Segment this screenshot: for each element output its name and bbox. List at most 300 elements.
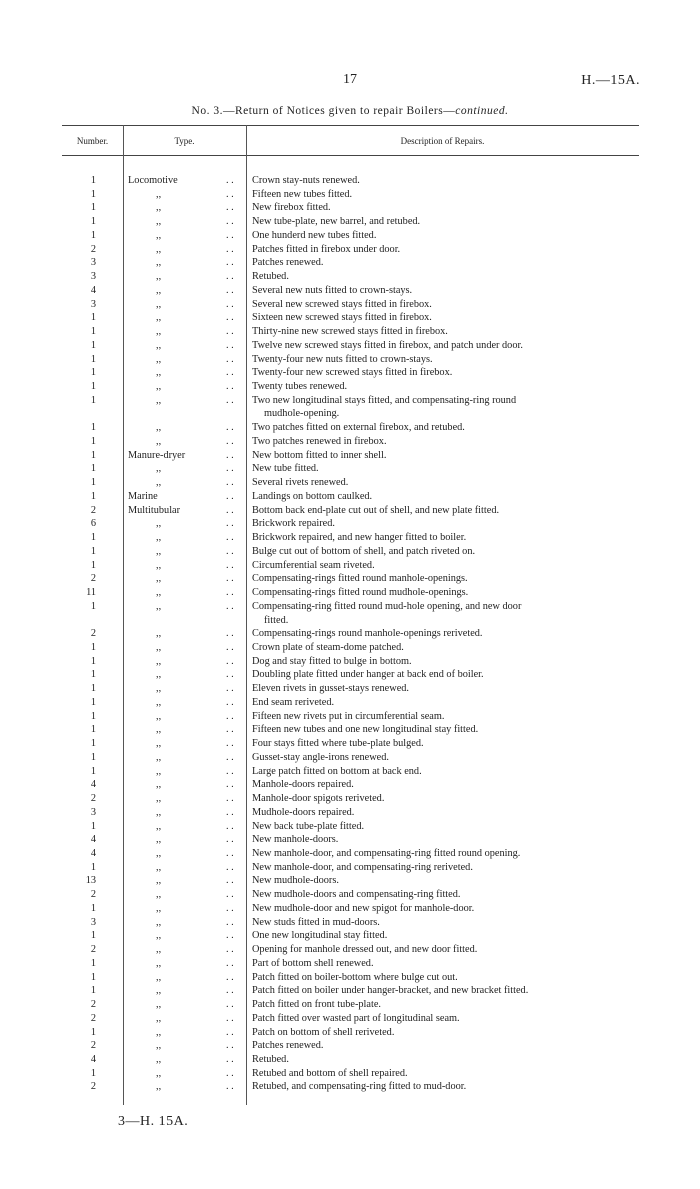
row-type: ,,: [156, 600, 162, 612]
row-description: Bottom back end-plate cut out of shell, and new plate fitted.: [252, 504, 500, 516]
leader-dots: . .: [226, 628, 234, 640]
row-description: One new longitudinal stay fitted.: [252, 930, 388, 942]
leader-dots: . .: [226, 847, 234, 859]
row-number: 3: [90, 806, 96, 818]
row-number: 1: [90, 422, 96, 434]
row-description: Dog and stay fitted to bulge in bottom.: [252, 655, 412, 667]
table-row: [0, 298, 700, 312]
table-row: [0, 284, 700, 298]
row-description: Brickwork repaired.: [252, 518, 335, 530]
row-type: ,,: [156, 710, 162, 722]
row-type: ,,: [156, 696, 162, 708]
row-number: 3: [90, 257, 96, 269]
row-number: 1: [90, 435, 96, 447]
row-description: Retubed and bottom of shell repaired.: [252, 1067, 408, 1079]
row-number: 1: [90, 463, 96, 475]
row-type: ,,: [156, 202, 162, 214]
row-number: 1: [90, 188, 96, 200]
row-type: ,,: [156, 188, 162, 200]
row-description: Sixteen new screwed stays fitted in firebox.: [252, 312, 432, 324]
row-type: ,,: [156, 738, 162, 750]
leader-dots: . .: [226, 1067, 234, 1079]
row-description: Fifteen new tubes fitted.: [252, 188, 353, 200]
table-row: [0, 696, 700, 710]
row-description: New manhole-door, and compensating-ring reriveted.: [252, 861, 473, 873]
row-number: 2: [90, 628, 96, 640]
row-number: 1: [90, 641, 96, 653]
leader-dots: . .: [226, 490, 234, 502]
leader-dots: . .: [226, 889, 234, 901]
row-type: ,,: [156, 298, 162, 310]
row-description: Retubed.: [252, 271, 289, 283]
row-number: 2: [90, 504, 96, 516]
table-row: [0, 572, 700, 586]
row-number: 1: [90, 367, 96, 379]
table-row: [0, 559, 700, 573]
row-number: 4: [90, 847, 96, 859]
table-row: [0, 339, 700, 353]
row-number: 1: [90, 490, 96, 502]
leader-dots: . .: [226, 312, 234, 324]
row-type: ,,: [156, 793, 162, 805]
leader-dots: . .: [226, 710, 234, 722]
row-number: 1: [90, 545, 96, 557]
row-description: Patch on bottom of shell reriveted.: [252, 1026, 395, 1038]
row-type: ,,: [156, 916, 162, 928]
leader-dots: . .: [226, 381, 234, 393]
row-description: New manhole-door, and compensating-ring fitted round opening.: [252, 847, 521, 859]
row-type: ,,: [156, 641, 162, 653]
row-type: ,,: [156, 669, 162, 681]
header-description: Description of Repairs.: [400, 136, 485, 146]
table-row: [0, 847, 700, 861]
table-row: [0, 792, 700, 806]
row-type: ,,: [156, 724, 162, 736]
row-number: 1: [90, 820, 96, 832]
row-number: 2: [90, 573, 96, 585]
leader-dots: . .: [226, 1012, 234, 1024]
table-row: [0, 723, 700, 737]
table-row: [0, 1012, 700, 1026]
table-top-rule: [62, 125, 639, 126]
row-number: 1: [90, 738, 96, 750]
row-number: 1: [90, 669, 96, 681]
row-type: ,,: [156, 518, 162, 530]
table-row: [0, 1039, 700, 1053]
table-row: [0, 641, 700, 655]
row-description: Compensating-rings fitted round manhole-openings.: [252, 573, 468, 585]
row-description: Two patches renewed in firebox.: [252, 435, 387, 447]
table-row: [0, 943, 700, 957]
leader-dots: . .: [226, 724, 234, 736]
title-continued: continued.: [455, 105, 509, 117]
leader-dots: . .: [226, 504, 234, 516]
table-row: [0, 957, 700, 971]
row-number: 1: [90, 449, 96, 461]
row-description: New studs fitted in mud-doors.: [252, 916, 380, 928]
leader-dots: . .: [226, 806, 234, 818]
leader-dots: . .: [226, 175, 234, 186]
table-row: [0, 353, 700, 367]
row-number: 11: [86, 587, 96, 599]
row-number: 2: [90, 243, 96, 255]
row-type: ,,: [156, 312, 162, 324]
title-main: No. 3.—Return of Notices given to repair Boilers—: [191, 105, 456, 117]
row-type: ,,: [156, 655, 162, 667]
table-row: [0, 820, 700, 834]
row-description: New mudhole-doors.: [252, 875, 339, 887]
row-description: Fifteen new rivets put in circumferential seam.: [252, 710, 445, 722]
leader-dots: . .: [226, 1081, 234, 1093]
row-type: ,,: [156, 930, 162, 942]
table-row: [0, 929, 700, 943]
table-row: [0, 201, 700, 215]
table-row: [0, 861, 700, 875]
table-row: [0, 421, 700, 435]
row-number: 1: [90, 1026, 96, 1038]
leader-dots: . .: [226, 367, 234, 379]
table-row: [0, 407, 700, 421]
row-number: 1: [90, 696, 96, 708]
row-description: Compensating-ring fitted round mud-hole opening, and new door: [252, 600, 522, 612]
table-row: [0, 627, 700, 641]
row-number: 1: [90, 532, 96, 544]
table-row: [0, 394, 700, 408]
leader-dots: . .: [226, 696, 234, 708]
leader-dots: . .: [226, 229, 234, 241]
row-number: 1: [90, 1067, 96, 1079]
table-row: [0, 1080, 700, 1094]
table-row: [0, 311, 700, 325]
leader-dots: . .: [226, 477, 234, 489]
row-type: ,,: [156, 477, 162, 489]
row-description: New mudhole-door and new spigot for manhole-door.: [252, 902, 475, 914]
table-row: [0, 462, 700, 476]
row-type: ,,: [156, 284, 162, 296]
row-number: 4: [90, 779, 96, 791]
row-description: Four stays fitted where tube-plate bulged.: [252, 738, 424, 750]
row-description: New back tube-plate fitted.: [252, 820, 365, 832]
row-type: ,,: [156, 463, 162, 475]
row-type: ,,: [156, 367, 162, 379]
row-type: ,,: [156, 1054, 162, 1065]
row-description: mudhole-opening.: [264, 408, 340, 420]
table-row: [0, 902, 700, 916]
row-description: Patch fitted on front tube-plate.: [252, 999, 381, 1011]
table-row: [0, 998, 700, 1012]
table-row: [0, 229, 700, 243]
table-row: [0, 325, 700, 339]
row-type: Marine: [128, 490, 158, 502]
row-number: 1: [90, 600, 96, 612]
table-row: [0, 243, 700, 257]
row-type: ,,: [156, 957, 162, 969]
row-type: ,,: [156, 353, 162, 365]
row-number: 2: [90, 999, 96, 1011]
row-number: 1: [90, 339, 96, 351]
leader-dots: . .: [226, 1026, 234, 1038]
row-type: ,,: [156, 806, 162, 818]
row-description: New tube fitted.: [252, 463, 319, 475]
row-number: 1: [90, 353, 96, 365]
row-number: 4: [90, 1054, 96, 1065]
row-description: Part of bottom shell renewed.: [252, 957, 374, 969]
row-description: Two new longitudinal stays fitted, and compensating-ring round: [252, 394, 517, 406]
leader-dots: . .: [226, 422, 234, 434]
row-description: Eleven rivets in gusset-stays renewed.: [252, 683, 409, 695]
row-type: ,,: [156, 435, 162, 447]
leader-dots: . .: [226, 1054, 234, 1065]
row-type: ,,: [156, 902, 162, 914]
leader-dots: . .: [226, 271, 234, 283]
leader-dots: . .: [226, 353, 234, 365]
table-row: [0, 888, 700, 902]
row-type: ,,: [156, 587, 162, 599]
header-type: Type.: [174, 136, 195, 146]
table-row: [0, 806, 700, 820]
row-description: Brickwork repaired, and new hanger fitted to boiler.: [252, 532, 467, 544]
leader-dots: . .: [226, 435, 234, 447]
row-type: ,,: [156, 271, 162, 283]
row-description: Crown plate of steam-dome patched.: [252, 641, 404, 653]
table-row: [0, 270, 700, 284]
row-description: Thirty-nine new screwed stays fitted in firebox.: [252, 326, 448, 338]
row-type: ,,: [156, 889, 162, 901]
row-description: Patch fitted on boiler-bottom where bulge cut out.: [252, 971, 458, 983]
leader-dots: . .: [226, 793, 234, 805]
leader-dots: . .: [226, 394, 234, 406]
row-number: 1: [90, 765, 96, 777]
table-row: [0, 600, 700, 614]
row-type: ,,: [156, 326, 162, 338]
leader-dots: . .: [226, 944, 234, 956]
row-number: 1: [90, 751, 96, 763]
leader-dots: . .: [226, 298, 234, 310]
table-row: [0, 916, 700, 930]
leader-dots: . .: [226, 188, 234, 200]
row-type: ,,: [156, 765, 162, 777]
row-description: Twelve new screwed stays fitted in firebox, and patch under door.: [252, 339, 523, 351]
row-number: 1: [90, 861, 96, 873]
row-type: ,,: [156, 573, 162, 585]
page-title: [0, 105, 700, 117]
row-type: ,,: [156, 1081, 162, 1093]
leader-dots: . .: [226, 930, 234, 942]
row-type: ,,: [156, 875, 162, 887]
row-type: ,,: [156, 257, 162, 269]
row-description: Patch fitted on boiler under hanger-bracket, and new bracket fitted.: [252, 985, 529, 997]
leader-dots: . .: [226, 765, 234, 777]
row-number: 1: [90, 930, 96, 942]
row-type: ,,: [156, 1040, 162, 1052]
leader-dots: . .: [226, 820, 234, 832]
row-type: ,,: [156, 381, 162, 393]
leader-dots: . .: [226, 573, 234, 585]
row-description: New bottom fitted to inner shell.: [252, 449, 387, 461]
table-row: [0, 778, 700, 792]
row-number: 1: [90, 312, 96, 324]
leader-dots: . .: [226, 202, 234, 214]
row-description: Gusset-stay angle-irons renewed.: [252, 751, 389, 763]
row-number: 1: [90, 724, 96, 736]
row-type: ,,: [156, 751, 162, 763]
row-description: Bulge cut out of bottom of shell, and patch riveted on.: [252, 545, 476, 557]
row-description: Patches renewed.: [252, 1040, 324, 1052]
row-description: Patch fitted over wasted part of longitudinal seam.: [252, 1012, 460, 1024]
row-description: Several new nuts fitted to crown-stays.: [252, 284, 413, 296]
row-description: Compensating-rings round manhole-openings reriveted.: [252, 628, 483, 640]
leader-dots: . .: [226, 600, 234, 612]
row-description: Large patch fitted on bottom at back end.: [252, 765, 422, 777]
row-description: Manhole-doors repaired.: [252, 779, 354, 791]
leader-dots: . .: [226, 957, 234, 969]
row-number: 1: [90, 957, 96, 969]
table-row: [0, 586, 700, 600]
row-description: Compensating-rings fitted round mudhole-openings.: [252, 587, 469, 599]
header-number: Number.: [76, 136, 109, 146]
table-row: [0, 1067, 700, 1081]
row-type: ,,: [156, 394, 162, 406]
row-number: 2: [90, 944, 96, 956]
row-type: ,,: [156, 422, 162, 434]
row-description: fitted.: [264, 614, 289, 626]
row-type: ,,: [156, 532, 162, 544]
leader-dots: . .: [226, 518, 234, 530]
table-row: [0, 833, 700, 847]
row-type: ,,: [156, 559, 162, 571]
row-description: Fifteen new tubes and one new longitudinal stay fitted.: [252, 724, 479, 736]
table-row: [0, 531, 700, 545]
leader-dots: . .: [226, 655, 234, 667]
leader-dots: . .: [226, 559, 234, 571]
row-type: ,,: [156, 999, 162, 1011]
row-description: Twenty-four new screwed stays fitted in firebox.: [252, 367, 453, 379]
leader-dots: . .: [226, 449, 234, 461]
table-row: [0, 765, 700, 779]
row-number: 1: [90, 326, 96, 338]
row-number: 1: [90, 229, 96, 241]
row-number: 1: [90, 655, 96, 667]
row-description: One hunderd new tubes fitted.: [252, 229, 377, 241]
row-number: 13: [85, 875, 96, 887]
leader-dots: . .: [226, 339, 234, 351]
row-description: Manhole-door spigots reriveted.: [252, 793, 385, 805]
leader-dots: . .: [226, 216, 234, 228]
row-type: ,,: [156, 229, 162, 241]
row-type: ,,: [156, 545, 162, 557]
table-row: [0, 174, 700, 188]
row-description: Two patches fitted on external firebox, and retubed.: [252, 422, 465, 434]
page-number: 17: [343, 72, 357, 87]
repairs-table-body: [0, 174, 700, 1094]
row-type: ,,: [156, 820, 162, 832]
leader-dots: . .: [226, 243, 234, 255]
table-row: [0, 655, 700, 669]
table-row: [0, 435, 700, 449]
table-row: [0, 215, 700, 229]
row-description: Retubed.: [252, 1054, 289, 1065]
leader-dots: . .: [226, 463, 234, 475]
row-type: Locomotive: [128, 175, 178, 186]
leader-dots: . .: [226, 545, 234, 557]
leader-dots: . .: [226, 834, 234, 846]
leader-dots: . .: [226, 738, 234, 750]
row-type: ,,: [156, 944, 162, 956]
row-description: Patches renewed.: [252, 257, 324, 269]
row-number: 4: [90, 834, 96, 846]
leader-dots: . .: [226, 999, 234, 1011]
row-description: Twenty tubes renewed.: [252, 381, 348, 393]
leader-dots: . .: [226, 1040, 234, 1052]
table-row: [0, 874, 700, 888]
row-number: 3: [90, 298, 96, 310]
leader-dots: . .: [226, 902, 234, 914]
table-row: [0, 1053, 700, 1067]
row-number: 3: [90, 916, 96, 928]
table-row: [0, 971, 700, 985]
row-number: 6: [90, 518, 96, 530]
table-row: [0, 476, 700, 490]
row-number: 1: [90, 683, 96, 695]
row-number: 1: [90, 559, 96, 571]
row-type: ,,: [156, 1026, 162, 1038]
row-number: 1: [90, 202, 96, 214]
leader-dots: . .: [226, 532, 234, 544]
table-row: [0, 256, 700, 270]
row-number: 1: [90, 902, 96, 914]
row-description: Landings on bottom caulked.: [252, 490, 373, 502]
row-description: Mudhole-doors repaired.: [252, 806, 355, 818]
row-type: ,,: [156, 683, 162, 695]
row-description: Doubling plate fitted under hanger at back end of boiler.: [252, 669, 484, 681]
table-row: [0, 517, 700, 531]
table-row: [0, 366, 700, 380]
row-number: 1: [90, 477, 96, 489]
row-number: 2: [90, 1081, 96, 1093]
leader-dots: . .: [226, 587, 234, 599]
table-row: [0, 1026, 700, 1040]
row-description: Twenty-four new nuts fitted to crown-stays.: [252, 353, 433, 365]
row-description: Patches fitted in firebox under door.: [252, 243, 401, 255]
table-row: [0, 614, 700, 628]
row-description: Crown stay-nuts renewed.: [252, 175, 360, 186]
row-number: 1: [90, 381, 96, 393]
row-type: ,,: [156, 628, 162, 640]
row-number: 2: [90, 889, 96, 901]
document-id: H.—15A.: [581, 73, 640, 88]
row-type: ,,: [156, 339, 162, 351]
row-description: End seam reriveted.: [252, 696, 335, 708]
row-type: ,,: [156, 985, 162, 997]
row-type: Manure-dryer: [128, 449, 186, 461]
leader-dots: . .: [226, 971, 234, 983]
page-footer: 3—H. 15A.: [118, 1114, 189, 1129]
row-type: ,,: [156, 216, 162, 228]
leader-dots: . .: [226, 641, 234, 653]
leader-dots: . .: [226, 916, 234, 928]
row-type: ,,: [156, 1012, 162, 1024]
row-number: 1: [90, 216, 96, 228]
leader-dots: . .: [226, 284, 234, 296]
row-description: New mudhole-doors and compensating-ring fitted.: [252, 889, 461, 901]
row-number: 2: [90, 1040, 96, 1052]
table-row: [0, 710, 700, 724]
leader-dots: . .: [226, 257, 234, 269]
row-number: 3: [90, 271, 96, 283]
table-row: [0, 751, 700, 765]
row-type: ,,: [156, 834, 162, 846]
table-row: [0, 737, 700, 751]
